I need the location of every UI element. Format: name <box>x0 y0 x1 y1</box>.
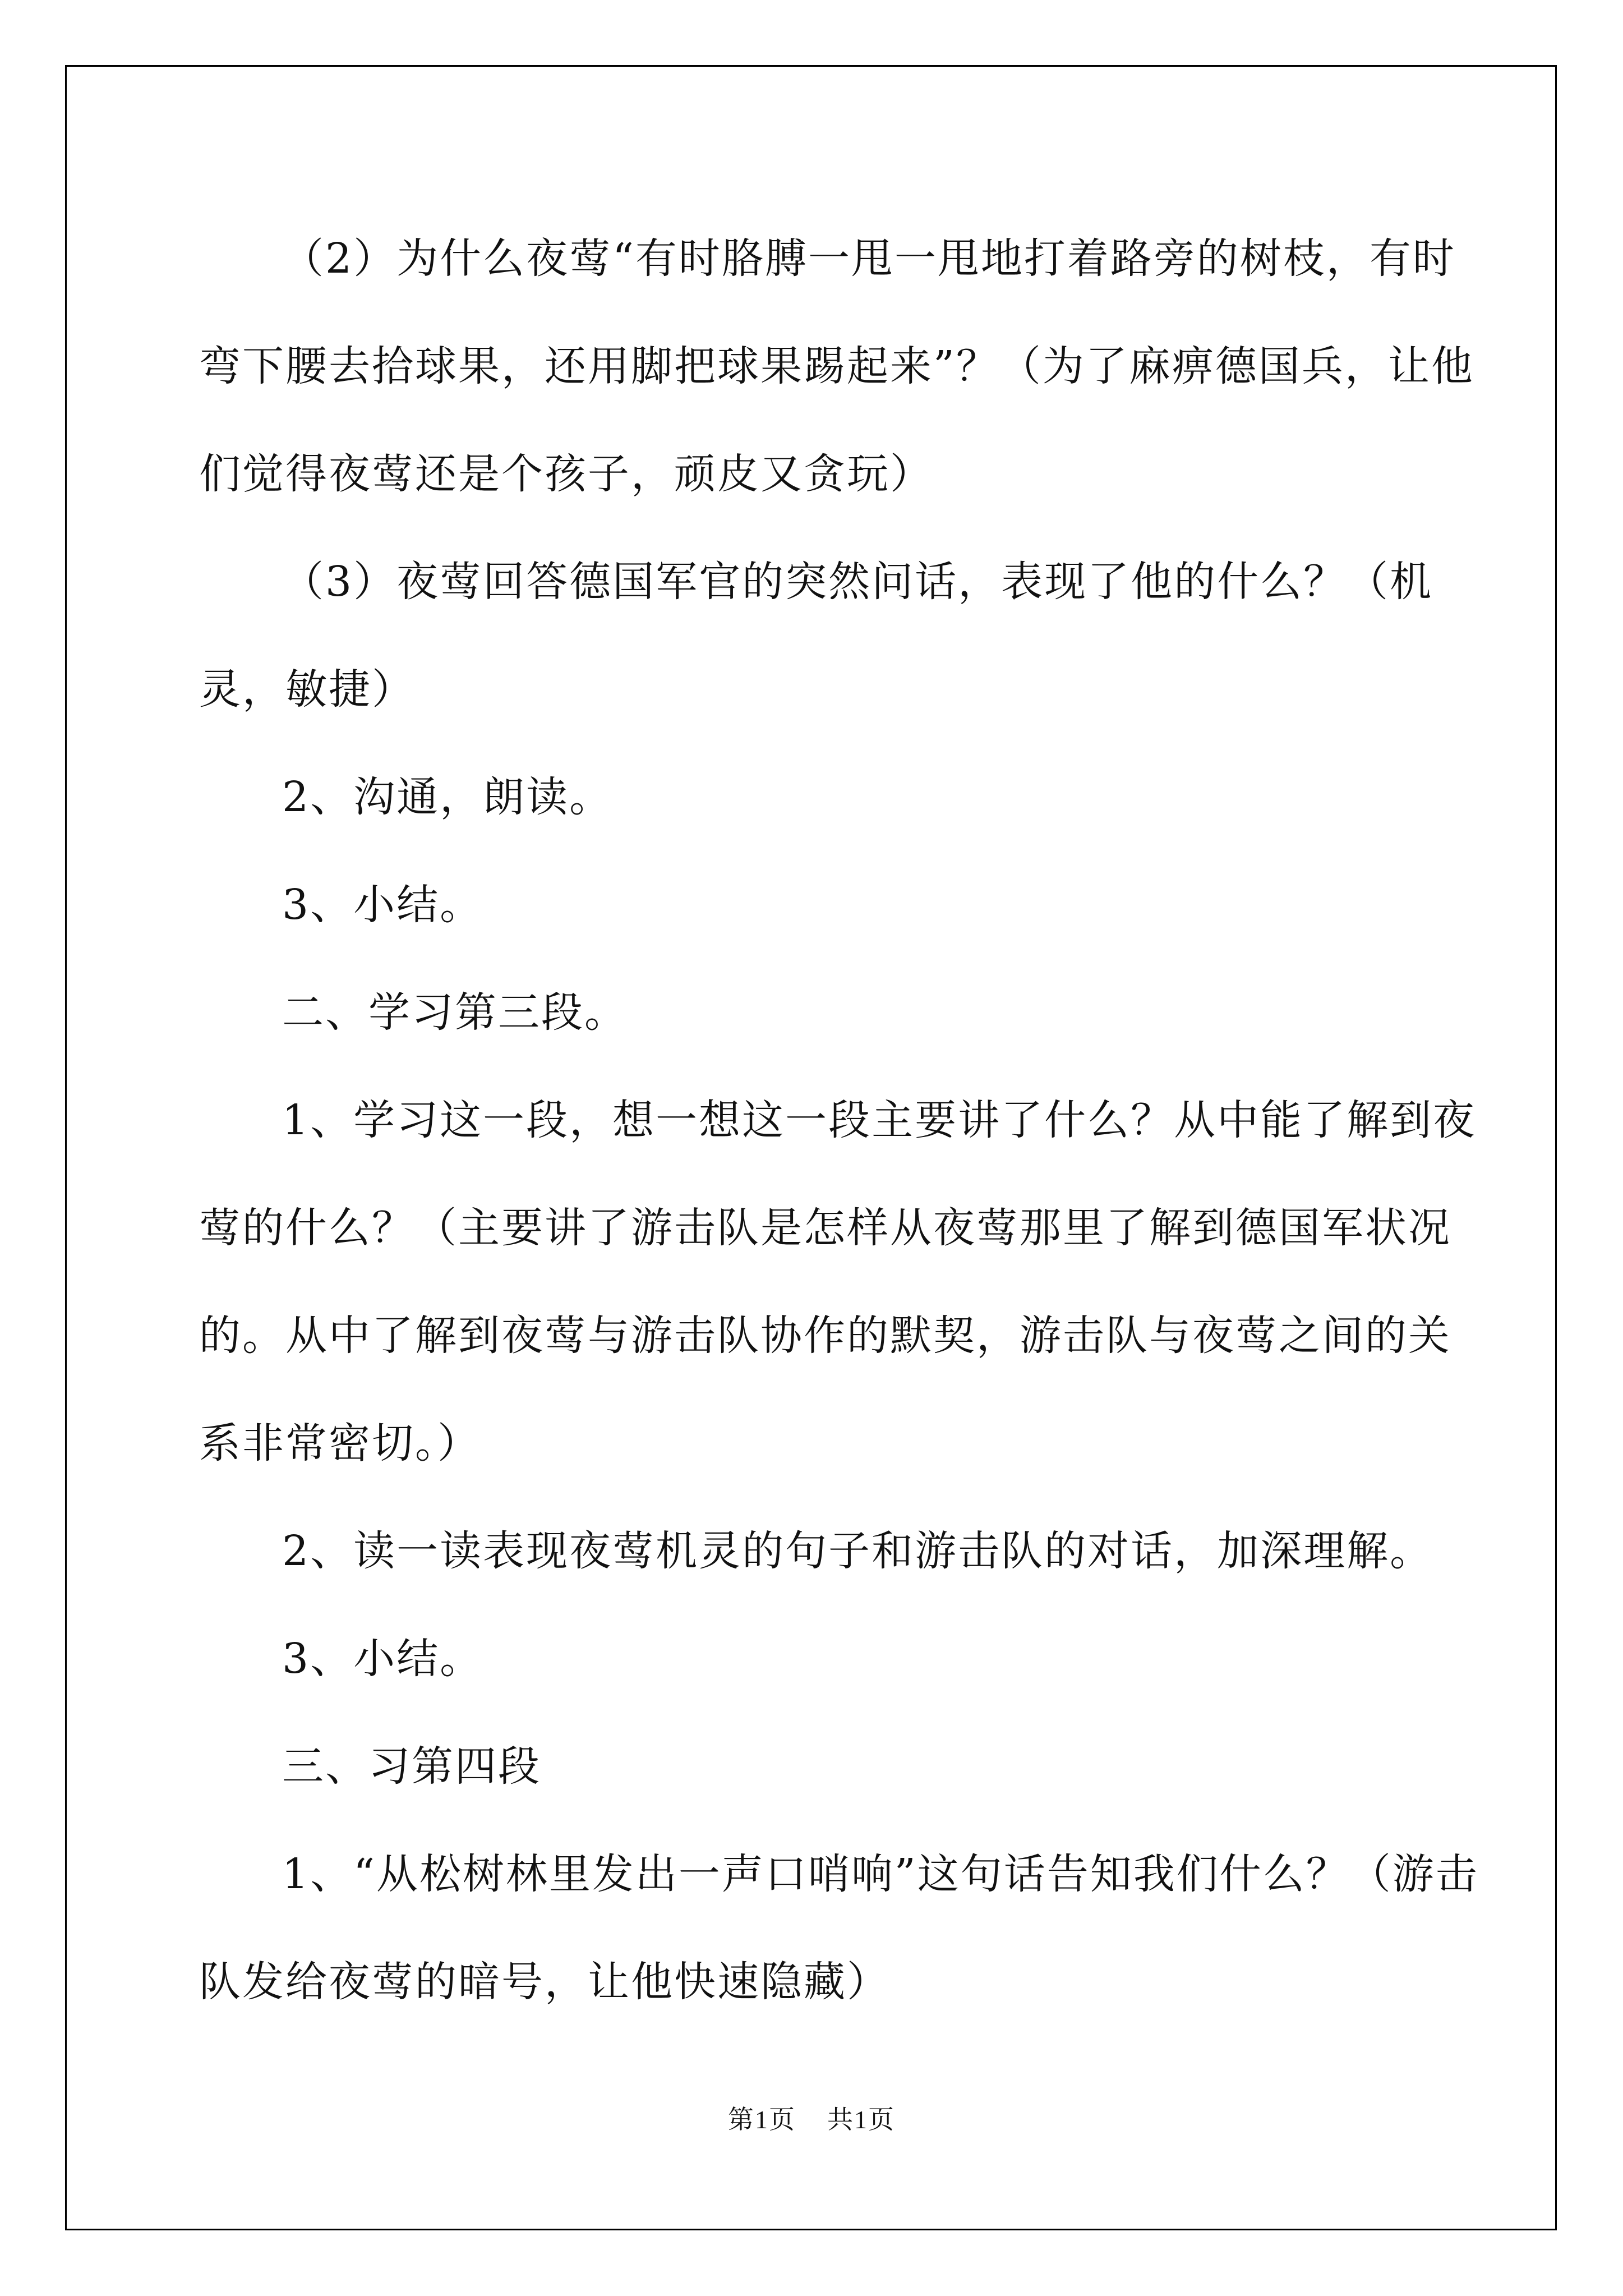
section-heading-part-3: 二、学习第三段。 <box>282 988 628 1037</box>
document-body <box>199 205 1483 2036</box>
paragraph-summary-1: 3、小结。 <box>282 881 483 929</box>
section-heading-part-4: 三、习第四段 <box>282 1742 541 1791</box>
paragraph-summary-2: 3、小结。 <box>282 1635 483 1683</box>
page-total: 共1页 <box>827 2105 895 2134</box>
paragraph-read-dialogue: 2、读一读表现夜莺机灵的句子和游击队的对话，加深理解。 <box>282 1527 1433 1575</box>
page-footer <box>0 2099 1623 2136</box>
paragraph-question-2: （2）为什么夜莺“有时胳膊一甩一甩地打着路旁的树枝，有时弯下腰去拾球果，还用脚把球果踢起来”？（为了麻痹德国兵，让他们觉得夜莺还是个孩子，顽皮又贪玩） <box>199 234 1474 498</box>
paragraph-question-3: （3）夜莺回答德国军官的突然问话，表现了他的什么？（机灵，敏捷） <box>199 558 1433 714</box>
paragraph-whistle-signal: 1、“从松树林里发出一声口哨响”这句话告知我们什么？（游击队发给夜莺的暗号，让他快速隐藏） <box>199 1850 1479 2006</box>
paragraph-study-part-3: 1、学习这一段，想一想这一段主要讲了什么？从中能了解到夜莺的什么？（主要讲了游击队是怎样从夜莺那里了解到德国军状况的。从中了解到夜莺与游击队协作的默契，游击队与夜莺之间的关系非常密切。） <box>199 1096 1477 1467</box>
page-number: 第1页 <box>728 2105 796 2134</box>
paragraph-communicate-read: 2、沟通，朗读。 <box>282 773 613 821</box>
